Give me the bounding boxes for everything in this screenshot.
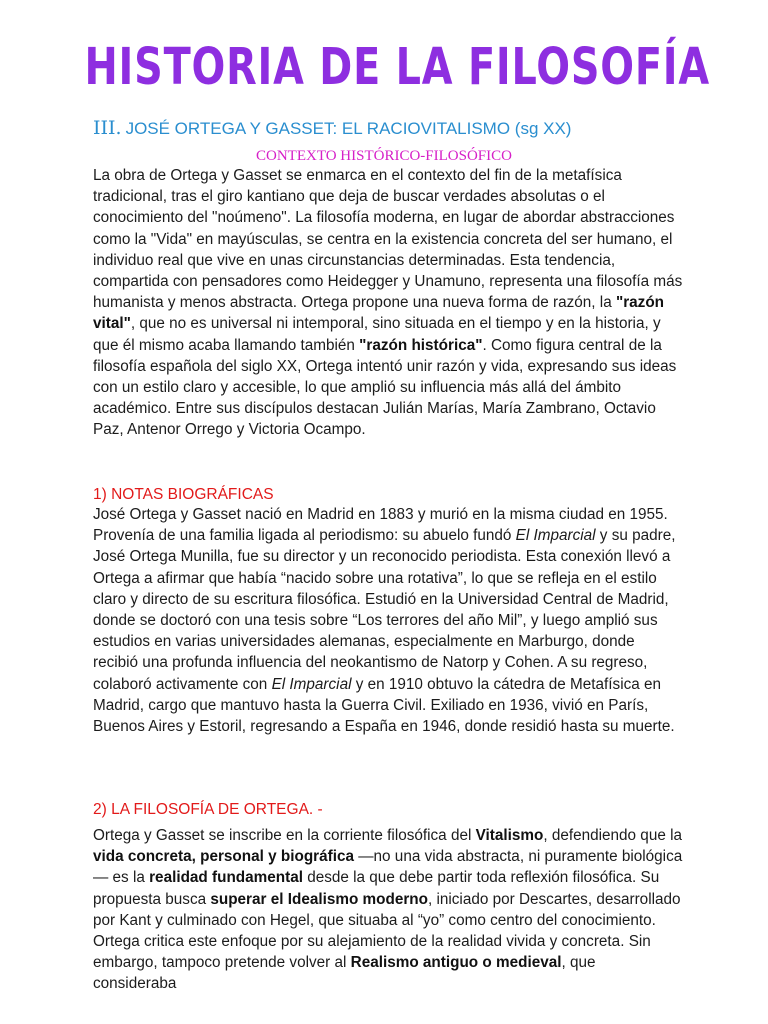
text-run: , iniciado por Descartes, desarrollado por Kant y culminado con Hegel, que situaba al “yo” como centro del conocimiento. Ortega critica este enfoque por su alejamiento de la realidad vivida y concreta. Sin embargo, tampoco pretende volver al: [93, 890, 681, 972]
text-run: —no una vida abstracta, ni puramente biológica— es la: [93, 848, 683, 887]
bold-text: "razón histórica": [359, 336, 483, 354]
text-run: y en 1910 obtuvo la cátedra de Metafísica en Madrid, cargo que mantuvo hasta la Guerra Civil. Exiliado en 1936, vivió en París, Buenos Aires y Estoril, regresando a España en 1946, donde residió hasta su muerte.: [93, 675, 675, 736]
italic-text: El Imparcial: [271, 675, 352, 693]
section-heading-text: JOSÉ ORTEGA Y GASSET: EL RACIOVITALISMO (sg XX): [125, 119, 572, 138]
subheading-biographical-notes: 1) NOTAS BIOGRÁFICAS: [93, 486, 274, 503]
bold-text: vida concreta, personal y biográfica: [93, 848, 354, 866]
bold-text: "razón vital": [93, 294, 665, 333]
text-run: Ortega y Gasset se inscribe en la corriente filosófica del: [93, 827, 476, 844]
bold-text: Vitalismo: [475, 827, 544, 844]
text-run: , defendiendo que la: [543, 827, 682, 844]
paragraph-biography: [93, 504, 683, 737]
context-heading: CONTEXTO HISTÓRICO-FILOSÓFICO: [256, 148, 512, 164]
page-title: HISTORIA DE LA FILOSOFÍA: [84, 38, 710, 97]
bold-text: Realismo antiguo o medieval: [350, 954, 562, 972]
bold-text: realidad fundamental: [149, 869, 303, 887]
text-run: José Ortega y Gasset nació en Madrid en 1883 y murió en la misma ciudad en 1955. Provenía de una familia ligada al periodismo: su abuelo fundó: [93, 506, 668, 545]
section-number: III.: [93, 117, 122, 139]
subheading-philosophy: 2) LA FILOSOFÍA DE ORTEGA. -: [93, 801, 323, 818]
text-run: La obra de Ortega y Gasset se enmarca en el contexto del fin de la metafísica tradicional, tras el giro kantiano que deja de buscar verdades absolutas o el conocimiento del "noúmeno". La filosofía moderna, en lugar de abordar abstracciones como la "Vida" en mayúsculas, se centra en la existencia concreta del ser humano, el individuo real que vive en unas circunstancias determinadas. Esta tendencia, compartida con pensadores como Heidegger y Unamuno, representa una filosofía más humanista y menos abstracta. Ortega propone una nueva forma de razón, la: [93, 167, 683, 312]
italic-text: El Imparcial: [515, 527, 596, 545]
text-run: y su padre, José Ortega Munilla, fue su director y un reconocido periodista. Esta conexión llevó a Ortega a afirmar que había “nacido sobre una rotativa”, lo que se refleja en el estilo claro y directo de su escritura filosófica. Estudió en la Universidad Central de Madrid, donde se doctoró con una tesis sobre “Los terrores del año Mil”, y luego amplió sus estudios en varias universidades alemanas, especialmente en Marburgo, donde recibió una profunda influencia del neokantismo de Natorp y Cohen. A su regreso, colaboró activamente con: [93, 527, 676, 693]
text-run: , que consideraba: [93, 954, 596, 993]
text-run: , que no es universal ni intemporal, sino situada en el tiempo y en la historia, y que él mismo acaba llamando también: [93, 315, 661, 354]
section-heading: [93, 117, 571, 140]
paragraph-context: [93, 165, 683, 441]
text-run: desde la que debe partir toda reflexión filosófica. Su propuesta busca: [93, 869, 660, 908]
text-run: . Como figura central de la filosofía española del siglo XX, Ortega intentó unir razón y vida, expresando sus ideas con un estilo claro y accesible, lo que amplió su influencia más allá del ámbito académico. Entre sus discípulos destacan Julián Marías, María Zambrano, Octavio Paz, Antenor Orrego y Victoria Ocampo.: [93, 336, 677, 439]
paragraph-philosophy: [93, 825, 683, 995]
bold-text: superar el Idealismo moderno: [210, 890, 428, 908]
